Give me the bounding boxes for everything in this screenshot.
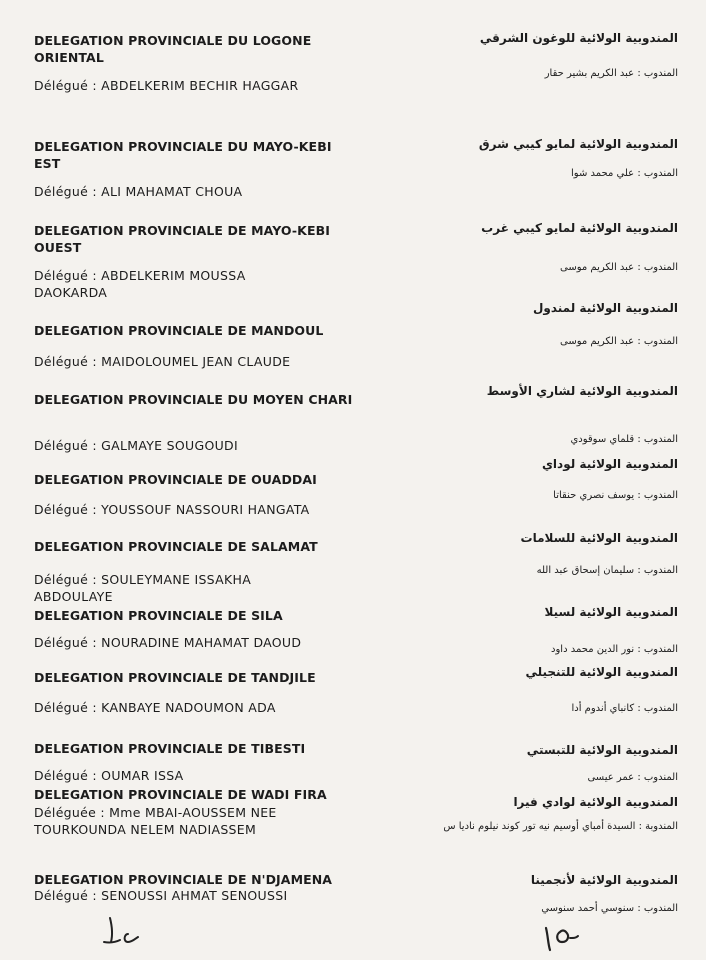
ar-title-mayo-kebi-est: المندوبية الولائية لمايو كيبي شرق: [478, 137, 678, 151]
ar-delegate-salamat: المندوب : سليمان إسحاق عبد الله: [536, 565, 678, 576]
ar-title-ndjamena: المندوبية الولائية لأنجمينا: [530, 873, 678, 887]
fr-delegate-mayo-kebi-est: Délégué : ALI MAHAMAT CHOUA: [34, 184, 243, 199]
fr-title-ouaddai: DELEGATION PROVINCIALE DE OUADDAI: [34, 472, 317, 487]
fr-title-wadi-fira: DELEGATION PROVINCIALE DE WADI FIRA: [34, 787, 327, 802]
fr-delegate-mandoul: Délégué : MAIDOLOUMEL JEAN CLAUDE: [34, 354, 291, 369]
fr-delegate-ouaddai: Délégué : YOUSSOUF NASSOURI HANGATA: [34, 502, 310, 517]
fr-title-moyen-chari: DELEGATION PROVINCIALE DU MOYEN CHARI: [34, 392, 353, 407]
fr-delegate-sila: Délégué : NOURADINE MAHAMAT DAOUD: [34, 635, 302, 650]
ar-delegate-mandoul: المندوب : عبد الكريم موسى: [560, 336, 678, 347]
fr-delegate-tibesti: Délégué : OUMAR ISSA: [34, 768, 184, 783]
fr-title-tibesti: DELEGATION PROVINCIALE DE TIBESTI: [34, 741, 306, 756]
ar-title-sila: المندوبية الولائية لسيلا: [544, 605, 678, 619]
fr-title-tandjile: DELEGATION PROVINCIALE DE TANDJILE: [34, 670, 316, 685]
fr-delegate-logone-oriental: Délégué : ABDELKERIM BECHIR HAGGAR: [34, 78, 299, 93]
fr-title-mayo-kebi-est: DELEGATION PROVINCIALE DU MAYO-KEBI EST: [34, 139, 332, 171]
fr-delegate-moyen-chari: Délégué : GALMAYE SOUGOUDI: [34, 438, 238, 453]
ar-title-wadi-fira: المندوبية الولائية لوادي فيرا: [513, 795, 678, 809]
ar-delegate-tibesti: المندوب : عمر عيسى: [587, 772, 678, 783]
fr-title-mayo-kebi-ouest: DELEGATION PROVINCIALE DE MAYO-KEBI OUEST: [34, 223, 330, 255]
ar-delegate-mayo-kebi-est: المندوب : علي محمد شوا: [571, 168, 678, 179]
ar-delegate-sila: المندوب : نور الدين محمد داود: [551, 644, 678, 655]
fr-delegate-tandjile: Délégué : KANBAYE NADOUMON ADA: [34, 700, 276, 715]
ar-delegate-wadi-fira: المندوبة : السيدة أمباي أوسيم نيه تور كوند نيلوم ناديا س: [443, 821, 678, 832]
signature-left-icon: [96, 912, 156, 952]
ar-title-mandoul: المندوبية الولائية لمندول: [532, 301, 678, 315]
ar-title-logone-oriental: المندوبية الولائية للوغون الشرقي: [479, 31, 678, 45]
ar-delegate-mayo-kebi-ouest: المندوب : عبد الكريم موسى: [560, 262, 678, 273]
ar-delegate-ndjamena: المندوب : سنوسي أحمد سنوسي: [541, 903, 678, 914]
fr-delegate-mayo-kebi-ouest: Délégué : ABDELKERIM MOUSSA DAOKARDA: [34, 268, 246, 300]
fr-title-mandoul: DELEGATION PROVINCIALE DE MANDOUL: [34, 323, 324, 338]
ar-delegate-logone-oriental: المندوب : عبد الكريم بشير حقار: [544, 68, 678, 79]
ar-title-salamat: المندوبية الولائية للسلامات: [520, 531, 678, 545]
fr-title-ndjamena: DELEGATION PROVINCIALE DE N'DJAMENA: [34, 872, 333, 887]
ar-delegate-tandjile: المندوب : كانباي أندوم أدا: [571, 703, 678, 714]
fr-delegate-salamat: Délégué : SOULEYMANE ISSAKHA ABDOULAYE: [34, 572, 252, 604]
ar-delegate-ouaddai: المندوب : يوسف نصري حنقاتا: [553, 490, 678, 501]
fr-title-sila: DELEGATION PROVINCIALE DE SILA: [34, 608, 283, 623]
ar-title-ouaddai: المندوبية الولائية لوداي: [541, 457, 678, 471]
ar-title-tandjile: المندوبية الولائية للتنجيلي: [525, 665, 678, 679]
fr-title-salamat: DELEGATION PROVINCIALE DE SALAMAT: [34, 539, 318, 554]
fr-delegate-ndjamena: Délégué : SENOUSSI AHMAT SENOUSSI: [34, 888, 288, 903]
ar-title-moyen-chari: المندوبية الولائية لشاري الأوسط: [486, 384, 678, 398]
fr-delegate-wadi-fira: Déléguée : Mme MBAI-AOUSSEM NEE TOURKOUNDA NELEM NADIASSEM: [34, 805, 277, 837]
signature-right-icon: [540, 918, 590, 958]
ar-delegate-moyen-chari: المندوب : قلماي سوقودي: [570, 434, 678, 445]
ar-title-tibesti: المندوبية الولائية للتبستي: [526, 743, 678, 757]
ar-title-mayo-kebi-ouest: المندوبية الولائية لمايو كيبي غرب: [481, 221, 678, 235]
fr-title-logone-oriental: DELEGATION PROVINCIALE DU LOGONE ORIENTAL: [34, 33, 312, 65]
